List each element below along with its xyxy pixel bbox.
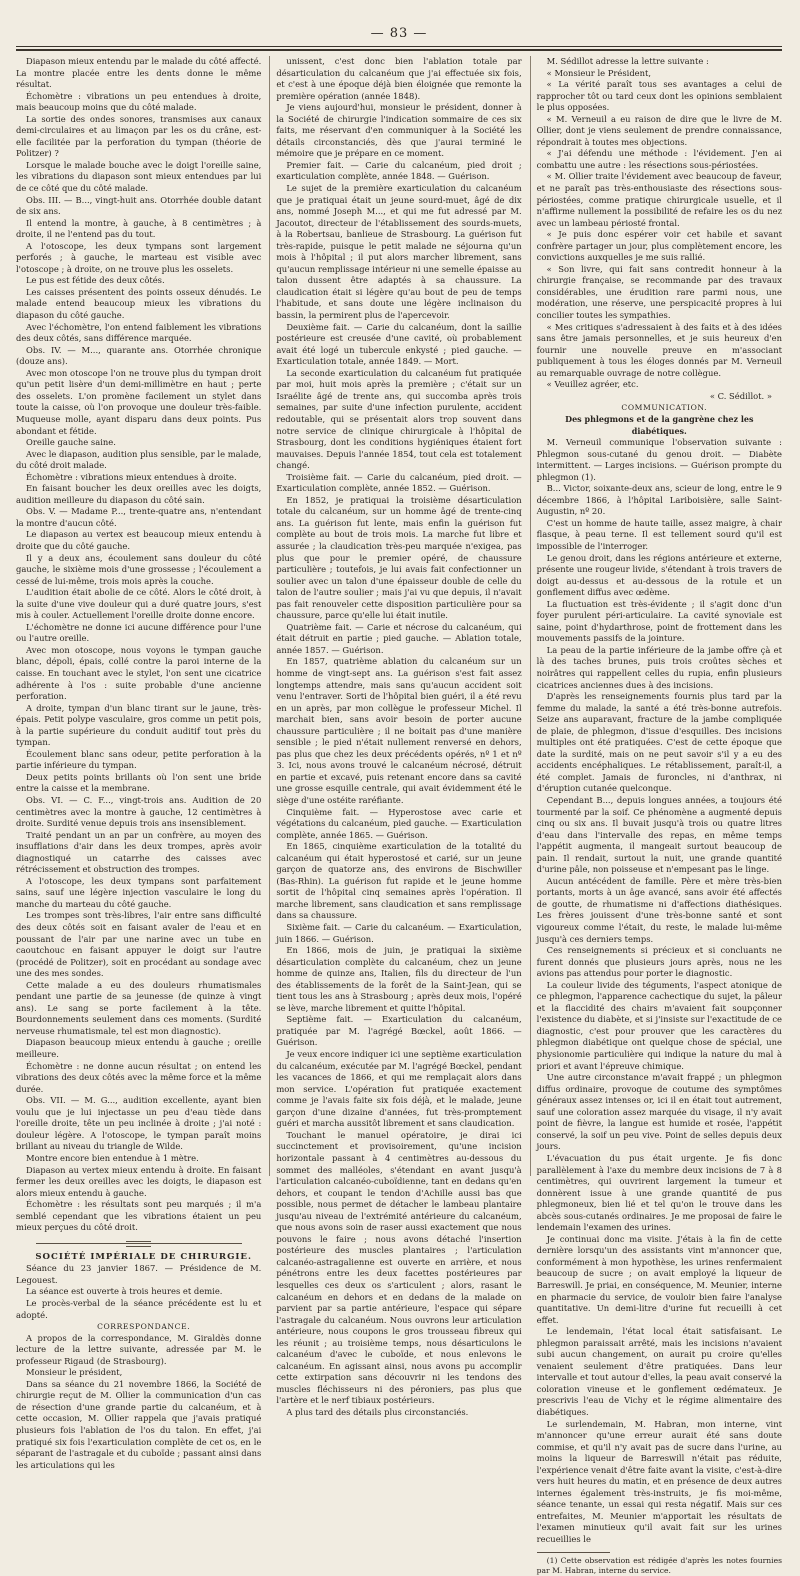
paragraph: M. Verneuil communique l'observation suivante : Phlegmon sous-cutané du genou droit. — Diabète intermittent. — Larges incisions. — Guérison prompte du phlegmon (1).: [536, 437, 782, 482]
paragraph: Échomètre : les résultats sont peu marqués ; il m'a semblé cependant que les vibrations étaient un peu mieux perçues du côté droit.: [16, 1199, 262, 1233]
paragraph: Obs. IV. — M..., quarante ans. Otorrhée chronique (douze ans).: [16, 344, 262, 367]
paragraph: L'évacuation du pus était urgente. Je fis donc parallèlement à l'axe du membre deux incisions de 7 à 8 centimètres, qui ouvrirent largement la tumeur et donnèrent issue à une grande quantité de pus phlegmoneux, bien lié et tel qu'on le trouve dans les abcès sous-cutanés ordinaires. Je me proposai de faire le lendemain l'examen des urines.: [536, 1152, 782, 1233]
paragraph: Cinquième fait. — Hyperostose avec carie et végétations du calcanéum, pied gauche. — Exarticulation complète, année 1865. — Guérison.: [276, 806, 522, 840]
paragraph: « Son livre, qui fait sans contredit honneur à la chirurgie française, se recommande par des travaux considérables, une érudition rare parmi nous, une modération, une réserve, une perspicacité propres à lui concilier toutes les sympathies.: [536, 263, 782, 321]
paragraph: Diapason beaucoup mieux entendu à gauche ; oreille meilleure.: [16, 1037, 262, 1060]
correspondance-heading: CORRESPONDANCE.: [97, 1322, 191, 1332]
paragraph: Le genou droit, dans les régions antérieure et externe, présente une rougeur livide, s'étendant à trois travers de doigt au-dessus et au-dessous de la rotule et un gonflement diffus avec œdème.: [536, 552, 782, 598]
paragraph: A plus tard des détails plus circonstanciés.: [286, 1406, 469, 1417]
columns: [16, 56, 782, 1575]
paragraph: La seconde exarticulation du calcanéum fut pratiquée par moi, huit mois après la première ; c'était sur un Israélite âgé de trente ans, qui succomba après trois semaines, par suite d'une infection purulente, accident redoutable, qui se présentait alors trop souvent dans notre service de clinique chirurgicale à l'hôpital de Strasbourg, dont les conditions hygiéniques étaient fort mauvaises. Depuis l'année 1854, tout cela est totalement changé.: [276, 367, 522, 471]
paragraph: La peau de la partie inférieure de la jambe offre çà et là des taches brunes, puis trois croûtes sèches et noirâtres qui rappellent celles du rupia, enfin plusieurs cicatrices anciennes dues à des incisions.: [536, 644, 782, 690]
paragraph: Avec mon otoscope, nous voyons le tympan gauche blanc, dépoli, épais, collé contre la paroi interne de la caisse. En touchant avec le stylet, l'on sent une cicatrice adhérente à l'os : suite probable d'une ancienne perforation.: [16, 644, 262, 702]
paragraph: Le surlendemain, M. Habran, mon interne, vint m'annoncer qu'une erreur aurait été sans doute commise, et qu'il n'y avait pas de sucre dans l'urine, au moins la liqueur de Barreswill n'était pas réduite, l'expérience venait d'être faite avant la visite, c'est-à-dire vers huit heures du matin, et en présence de deux autres internes également très-instruits, je fis moi-même, séance tenante, un essai qui resta négatif. Mais sur ces entrefaites, M. Meunier m'apportait les résultats de l'examen minutieux qu'il avait fait sur les urines recueillies le: [536, 1418, 782, 1544]
paragraph: Deux petits points brillants où l'on sent une bride entre la caisse et la membrane.: [16, 771, 262, 794]
header-rule-thick: [16, 49, 782, 51]
column-middle: [269, 56, 522, 1417]
paragraph: Il entend la montre, à gauche, à 8 centimètres ; à droite, il ne l'entend pas du tout.: [16, 217, 262, 240]
paragraph: « Monsieur le Président,: [546, 67, 652, 78]
society-title: SOCIÉTÉ IMPÉRIALE DE CHIRURGIE.: [35, 1251, 252, 1262]
paragraph: Écoulement blanc sans odeur, petite perforation à la partie inférieure du tympan.: [16, 748, 262, 771]
communication-subtitle: Des phlegmons et de la gangrène chez les diabétiques.: [565, 413, 754, 436]
minutes-paragraphs: [16, 1286, 261, 1321]
paragraph: Je veux encore indiquer ici une septième exarticulation du calcanéum, exécutée par M. l'agrégé Bœckel, pendant les vacances de 1866, et qui me remplaçait alors dans mon service. L'opération fut pratiquée exactement comme je l'avais faite six fois déjà, et le malade, jeune garçon d'une dizaine d'années, fut très-promptement guéri et marcha aussitôt librement et sans claudication.: [276, 1049, 522, 1129]
paragraph: En 1852, je pratiquai la troisième désarticulation totale du calcanéum, sur un homme âgé de trente-cinq ans. La guérison fut lente, mais enfin la guérison fut complète au bout de trois mois. La marche fut libre et assurée ; la claudication très-peu marquée n'exigea, pas plus que pour le premier opéré, de chaussure particulière ; toutefois, je lui avais fait confectionner un soulier avec un talon d'une épaisseur double de celle du talon de l'autre soulier ; mais j'ai vu que depuis, il n'avait pas fait renouveler cette disposition particulière pour sa chaussure, parce qu'elle lui était inutile.: [276, 494, 522, 621]
paragraph: « J'ai défendu une méthode : l'évidement. J'en ai combattu une autre : les résections sous-périostées.: [536, 148, 782, 170]
paragraph: La couleur livide des téguments, l'aspect atonique de ce phlegmon, l'apparence cachectique du sujet, la pâleur et la flaccidité des chairs m'avaient fait soupçonner l'existence du diabète, et si j'insiste sur l'exactitude de ce diagnostic, c'est pour prouver que les caractères du phlegmon diabétique ont quelque chose de spécial, une physionomie particulière qui indique la nature du mal à priori et avant l'épreuve chimique.: [536, 979, 782, 1071]
paragraph: Avec l'échomètre, l'on entend faiblement les vibrations des deux côtés, sans différence marquée.: [16, 321, 262, 344]
paragraph: Le sujet de la première exarticulation du calcanéum que je pratiquai était un jeune sourd-muet, âgé de dix ans, nommé Joseph M..., et qui me fut adressé par M. Jacoutot, directeur de l'établissement des sourds-muets, à la Robertsau, banlieue de Strasbourg. La guérison fut très-rapide, puisque le petit malade ne séjourna qu'un mois à l'hôpital ; il put alors marcher librement, sans qu'aucun remplissage intérieur ni une semelle épaisse au talon dussent être adaptés à sa chaussure. La claudication était si légère qu'au bout de peu de temps l'habitude, et sans doute une légère inclinaison du bassin, la permirent plus de l'apercevoir.: [276, 183, 522, 321]
paragraph: Monsieur le président,: [26, 1367, 123, 1378]
paragraph: Échomètre : ne donne aucun résultat ; on entend les vibrations des deux côtés avec la même force et la même durée.: [16, 1060, 262, 1094]
paragraph: Sixième fait. — Carie du calcanéum. — Exarticulation, juin 1866. — Guérison.: [276, 922, 522, 944]
seance-line: Séance du 23 janvier 1867. — Présidence de M. Legouest.: [16, 1263, 262, 1285]
paragraph: Cette malade a eu des douleurs rhumatismales pendant une partie de sa jeunesse (de quinze à vingt ans). Le sang se porte facilement à la tête. Bourdonnements seulement dans ces moments. (Surdité nerveuse rhumatismale, tel est mon diagnostic).: [16, 979, 262, 1036]
paragraph: En 1865, cinquième exarticulation de la totalité du calcanéum qui était hyperostosé et carié, sur un jeune garçon de quatorze ans, des environs de Bischwiller (Bas-Rhin). La guérison fut rapide et le jeune homme sortit de l'hôpital cinq semaines après l'opération. Il marche librement, sans claudication et sans remplissage dans sa chaussure.: [276, 841, 522, 921]
paragraph: La fluctuation est très-évidente ; il s'agit donc d'un foyer purulent péri-articulaire. La cavité synoviale est saine, point d'hydarthrose, point de frottement dans les mouvements passifs de la jointure.: [536, 598, 782, 644]
paragraph: Les caisses présentent des points osseux dénudés. Le malade entend beaucoup mieux les vibrations du diapason du côté gauche.: [16, 286, 262, 321]
paragraph: Le procès-verbal de la séance précédente est lu et adopté.: [16, 1297, 262, 1320]
page-number: — 83 —: [370, 26, 428, 41]
paragraph: Avec mon otoscope l'on ne trouve plus du tympan droit qu'un petit lisère d'un demi-millimètre en haut ; perte des osselets. L'on promène facilement un stylet dans toute la caisse, où l'on provoque une douleur très-faible. Muqueuse molle, ayant disparu dans deux points. Pus abondant et fétide.: [16, 367, 262, 436]
paragraph: « Mes critiques s'adressaient à des faits et à des idées sans être jamais personnelles, et je suis heureux d'en fournir une nouvelle preuve en m'associant publiquement à tous les éloges donnés par M. Verneuil au remarquable ouvrage de notre collègue.: [536, 321, 782, 378]
paragraph: Obs. VI. — C. F..., vingt-trois ans. Audition de 20 centimètres avec la montre à gauche, 12 centimètres à droite. Surdité venue depuis trois ans insensiblement.: [16, 795, 262, 829]
paragraph: Septième fait. — Exarticulation du calcanéum, pratiquée par M. l'agrégé Bœckel, août 1866. — Guérison.: [276, 1014, 522, 1048]
paragraph: Obs. III. — B..., vingt-huit ans. Otorrhée double datant de six ans.: [16, 194, 262, 217]
paragraph: Une autre circonstance m'avait frappé ; un phlegmon diffus ordinaire, provoque de coutume des symptômes généraux assez intenses or, ici il en était tout autrement, sauf une coloration assez marquée du visage, il n'y avait point de fièvre, la langue est humide et rosée, l'appétit conservé, la soif un peu vive. Point de selles depuis deux jours.: [536, 1072, 782, 1152]
paragraph: Montre encore bien entendue à 1 mètre.: [26, 1152, 199, 1163]
paragraph: Le pus est fétide des deux côtés.: [26, 275, 165, 286]
paragraph: A l'otoscope, les deux tympans sont largement perforés ; à gauche, le marteau est visible avec l'otoscope ; à droite, on ne trouve plus les osselets.: [16, 240, 262, 274]
section-separator: [16, 1238, 261, 1248]
signature: « C. Sédillot. »: [709, 390, 772, 401]
paragraph: A droite, tympan d'un blanc tirant sur le jaune, très-épais. Petit polype vasculaire, gros comme un petit pois, à la partie supérieure du conduit auditif tout près du tympan.: [16, 702, 262, 748]
paragraph: L'audition était abolie de ce côté. Alors le côté droit, à la suite d'une vive douleur qui a duré quatre jours, s'est mis à couler. Actuellement l'oreille droite donne encore.: [16, 587, 262, 621]
paragraph: « Je puis donc espérer voir cet habile et savant confrère partager un jour, plus complètement encore, les convictions auxquelles je me suis rallié.: [536, 229, 782, 263]
paragraph: En faisant boucher les deux oreilles avec les doigts, audition meilleure du diapason du côté sain.: [16, 483, 262, 505]
paragraph: Échomètre : vibrations mieux entendues à droite.: [26, 471, 237, 482]
paragraph: Traité pendant un an par un confrère, au moyen des insufflations d'air dans les deux trompes, après avoir diagnostiqué un catarrhe des caisses avec rétrécissement et obstruction des trompes.: [16, 829, 262, 875]
paragraph: Le diapason au vertex est beaucoup mieux entendu à droite que du côté gauche.: [16, 529, 262, 551]
paragraph: Quatrième fait. — Carie et nécrose du calcanéum, qui était détruit en partie ; pied gauche. — Ablation totale, année 1857. — Guérison.: [276, 621, 522, 655]
paragraph: « M. Ollier traite l'évidement avec beaucoup de faveur, et ne paraît pas très-enthousiaste des résections sous-périostées, comme pratique chirurgicale usuelle, et il n'affirme nullement la possibilité de refaire les os du nez avec un lambeau périosté frontal.: [536, 171, 782, 228]
paragraph: La séance est ouverte à trois heures et demie.: [26, 1286, 223, 1297]
paragraph: Le lendemain, l'état local était satisfaisant. Le phlegmon paraissait arrêté, mais les incisions n'avaient subi aucun changement, on aurait pu croire qu'elles venaient seulement d'être pratiquées. Dans leur intervalle et tout autour d'elles, la peau avait conservé la coloration vineuse et le gonflement œdémateux. Je prescrivis l'eau de Vichy et le régime alimentaire des diabétiques.: [536, 1326, 782, 1417]
paragraph: D'après les renseignements fournis plus tard par la femme du malade, la santé a été très-bonne autrefois. Seize ans auparavant, fracture de la jambe compliquée de plaie, de phlegmon, d'issue d'esquilles. Des incisions multiples ont été pratiquées. C'est de cette époque que date la surdité, mais on ne peut savoir s'il y a eu des accidents encéphaliques. Le rétablissement, paraît-il, a été complet. Jamais de furoncles, ni d'anthrax, ni d'éruption cutanée quelconque.: [536, 691, 782, 794]
page-number-value: 83: [389, 26, 409, 41]
paragraph: Je continuai donc ma visite. J'étais à la fin de cette dernière lorsqu'un des assistants vint m'annoncer que, conformément à mon hypothèse, les urines renfermaient beaucoup de sucre ; on avait employé la liqueur de Barreswill. Je priai, en conséquence, M. Meunier, interne en pharmacie du service, de vouloir bien faire l'analyse quantitative. Un demi-litre d'urine fut recueilli à cet effet.: [536, 1233, 782, 1325]
paragraph: Deuxième fait. — Carie du calcanéum, dont la saillie postérieure est creusée d'une cavité, où probablement avait été logé un tubercule enkysté ; pied gauche. — Exarticulation totale, année 1849. — Mort.: [276, 321, 522, 367]
paragraph: Obs. V. — Madame P..., trente-quatre ans, n'entendant la montre d'aucun côté.: [16, 506, 262, 528]
footnote-rule: [537, 1552, 611, 1553]
correspondance-paragraphs: [16, 1333, 261, 1472]
paragraph: « Veuillez agréer, etc.: [546, 379, 639, 390]
paragraph: Diapason mieux entendu par le malade du côté affecté. La montre placée entre les dents donne le même résultat.: [16, 56, 262, 90]
paragraph: A l'otoscope, les deux tympans sont parfaitement sains, sauf une légère injection vasculaire le long du manche du marteau du côté gauche.: [16, 875, 262, 909]
calcaneum-letter: [276, 56, 521, 1419]
paragraph: La sortie des ondes sonores, transmises aux canaux demi-circulaires et au limaçon par les os du crâne, est-elle facilitée par la perforation du tympan (théorie de Politzer) ?: [16, 113, 262, 159]
sedillot-letter: [537, 56, 782, 391]
paragraph: Ces renseignements si précieux et si concluants ne furent donnés que plusieurs jours après, nous ne les avions pas attendus pour porter le diagnostic.: [536, 945, 782, 979]
paragraph: A propos de la correspondance, M. Giraldès donne lecture de la lettre suivante, adressée par M. le professeur Rigaud (de Strasbourg).: [16, 1332, 262, 1366]
otology-observations: [16, 56, 261, 1234]
column-left: [16, 56, 262, 1470]
paragraph: Premier fait. — Carie du calcanéum, pied droit ; exarticulation complète, année 1848. — Guérison.: [276, 159, 522, 182]
verneuil-observation: [537, 437, 782, 1546]
paragraph: unissent, c'est donc bien l'ablation totale par désarticulation du calcanéum que j'ai effectuée six fois, et c'est à une époque déjà bien éloignée que remonte la première opération (année 1848).: [276, 56, 522, 101]
paragraph: M. Sédillot adresse la lettre suivante :: [546, 56, 709, 66]
paragraph: Échomètre : vibrations un peu entendues à droite, mais beaucoup moins que du côté malade.: [16, 90, 262, 113]
page-header: [16, 22, 782, 56]
footnote: (1) Cette observation est rédigée d'après les notes fournies par M. Habran, interne du service.: [536, 1555, 782, 1575]
paragraph: Diapason au vertex mieux entendu à droite. En faisant fermer les deux oreilles avec les doigts, le diapason est alors mieux entendu à gauche.: [16, 1164, 262, 1198]
paragraph: Touchant le manuel opératoire, je dirai ici succinctement et provisoirement, qu'une incision horizontale passant à 4 centimètres au-dessous du sommet des malléoles, s'étendant en avant jusqu'à l'articulation calcanéo-cuboïdienne, tant en dedans qu'en dehors, et coupant le tendon d'Achille aussi bas que possible, nous permet de détacher le lambeau plantaire jusqu'au niveau de l'extrémité antérieure du calcanéum, que nous avons soin de raser aussi exactement que nous pouvons le faire ; nous avons détaché l'insertion postérieure des muscles plantaires ; l'articulation calcanéo-astragalienne est ouverte en arrière, et nous pénétrons entre les deux facettes postérieures par lesquelles ces deux os s'articulent ; alors, rasant le calcanéum en dehors et en dedans de la malade on parvient par sa partie antérieure, l'espace qui sépare l'astragale du calcanéum. Nous ouvrons leur articulation antérieure, nous coupons le gros trousseau fibreux qui les réunit ; au troisième temps, nous désarticulons le calcanéum d'avec le cuboïde, et nous enlevons le calcanéum. En agissant ainsi, nous avons pu accomplir cette extirpation sans découvrir ni les tendons des muscles fléchisseurs ni des péroniers, pas plus que l'artère et le nerf tibiaux postérieurs.: [276, 1129, 522, 1406]
paragraph: Dans sa séance du 21 novembre 1866, la Société de chirurgie reçut de M. Ollier la communication d'un cas de résection d'une grande partie du calcanéum, et à cette occasion, M. Ollier rappela que j'avais pratiqué plusieurs fois l'ablation de l'os du talon. En effet, j'ai pratiqué six fois l'exarticulation complète de cet os, en le séparant de l'astragale et du cuboïde ; passant ainsi dans les articulations qui les: [16, 1378, 262, 1470]
paragraph: Troisième fait. — Carie du calcanéum, pied droit. — Exarticulation complète, année 1852. — Guérison.: [276, 471, 522, 494]
column-right: [530, 56, 782, 1575]
paragraph: Oreille gauche saine.: [26, 437, 116, 448]
paragraph: C'est un homme de haute taille, assez maigre, à chair flasque, à peau terne. Il est tellement sourd qu'il est impossible de l'interroger.: [536, 517, 782, 551]
paragraph: « M. Verneuil a eu raison de dire que le livre de M. Ollier, dont je viens seulement de prendre connaissance, répondrait à toutes mes objections.: [536, 113, 782, 147]
paragraph: Je viens aujourd'hui, monsieur le président, donner à la Société de chirurgie l'indication sommaire de ces six faits, me réservant d'en communiquer à la Société les détails circonstanciés, dès que j'aurai terminé le mémoire que je prépare en ce moment.: [276, 102, 522, 159]
paragraph: Obs. VII. — M. G..., audition excellente, ayant bien voulu que je lui injectasse un peu d'eau tiède dans l'oreille droite, tête un peu inclinée à droite ; j'ai noté : douleur légère. A l'otoscope, le tympan paraît moins brillant au niveau du triangle de Wilde.: [16, 1095, 262, 1152]
paragraph: « La vérité paraît tous ses avantages a celui de rapprocher tôt ou tard ceux dont les opinions semblaient le plus opposées.: [536, 79, 782, 113]
paragraph: Il y a deux ans, écoulement sans douleur du côté gauche, le sixième mois d'une grossesse ; l'écoulement a cessé de lui-même, trois mois après la couche.: [16, 552, 262, 586]
paragraph: Lorsque le malade bouche avec le doigt l'oreille saine, les vibrations du diapason sont mieux entendues par lui de ce côté que du côté malade.: [16, 159, 262, 194]
paragraph: Aucun antécédent de famille. Père et mère très-bien portants, morts à un âge avancé, sans avoir été affectés de goutte, de rhumatisme ni d'affections diathésiques. Les frères jouissent d'une très-bonne santé et sont vigoureux comme l'était, du reste, le malade lui-même jusqu'à ces derniers temps.: [536, 875, 782, 944]
paragraph: L'échomètre ne donne ici aucune différence pour l'une ou l'autre oreille.: [16, 621, 262, 644]
paragraph: Cependant B..., depuis longues années, a toujours été tourmenté par la soif. Ce phénomène a augmenté depuis cinq ou six ans. Il buvait jusqu'à trois ou quatre litres d'eau dans l'intervalle des repas, en même temps l'appétit augmenta, il mangeait surtout beaucoup de pain. Il rendait, surtout la nuit, une grande quantité d'urine pâle, non poisseuse et n'empesant pas le linge.: [536, 795, 782, 875]
paragraph: B... Victor, soixante-deux ans, scieur de long, entre le 9 décembre 1866, à l'hôpital Lariboisière, salle Saint-Augustin, nº 20.: [536, 483, 782, 517]
paragraph: En 1866, mois de juin, je pratiquai la sixième désarticulation complète du calcanéum, chez un jeune homme de quinze ans, Italien, fils du directeur de l'un des établissements de la forêt de la Saint-Jean, qui se tient tous les ans à Strasbourg ; après deux mois, l'opéré se lève, marche librement et quitte l'hôpital.: [276, 945, 522, 1013]
paragraph: En 1857, quatrième ablation du calcanéum sur un homme de vingt-sept ans. La guérison s'est fait assez longtemps attendre, mais sans qu'aucun accident soit venu l'entraver. Sorti de l'hôpital bien guéri, il a été revu en un après, par mon collègue le professeur Michel. Il marchait bien, sans avoir besoin de porter aucune chaussure particulière ; il ne boitait pas d'une manière sensible ; le pied n'était nullement renversé en dehors, pas plus que chez les deux précédents opérés, nº 1 et nº 3. Ici, nous avons trouvé le calcanéum nécrosé, détruit en partie et excavé, puis retenant encore dans sa cavité une grosse esquille centrale, qui avait évidemment été le siège d'une ostéite raréfiante.: [276, 656, 522, 805]
paragraph: Les trompes sont très-libres, l'air entre sans difficulté des deux côtés soit en faisant avaler de l'eau et en poussant de l'air par une narine avec un tube en caoutchouc en faisant appuyer le doigt sur l'autre (procédé de Politzer), soit en procédant au sondage avec une des mes sondes.: [16, 910, 262, 979]
communication-heading: COMMUNICATION.: [621, 403, 708, 413]
paragraph: Avec le diapason, audition plus sensible, par le malade, du côté droit malade.: [16, 448, 262, 471]
header-rule-thin: [16, 46, 782, 47]
